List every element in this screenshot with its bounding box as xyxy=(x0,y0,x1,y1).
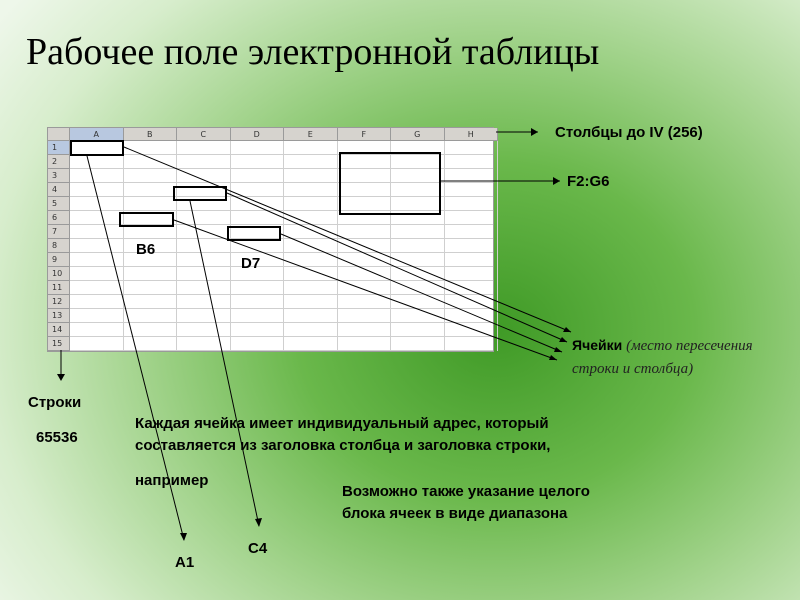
address-note-line2: составляется из заголовка столбца и заголовка строки, xyxy=(135,437,551,454)
column-header-h[interactable]: H xyxy=(445,128,499,141)
range-note-line1: Возможно также указание целого xyxy=(342,483,590,500)
column-header-c[interactable]: C xyxy=(177,128,231,141)
row-header-6[interactable]: 6 xyxy=(48,211,70,225)
slide-title: Рабочее поле электронной таблицы xyxy=(26,31,600,73)
column-header-f[interactable]: F xyxy=(338,128,392,141)
label-b6: B6 xyxy=(136,241,156,258)
columns-annotation: Столбцы до IV (256) xyxy=(555,124,703,141)
c4-label-arrowhead xyxy=(255,518,262,527)
cells-annotation-italic: (место пересечения строки и столбца) xyxy=(572,338,753,377)
row-header-5[interactable]: 5 xyxy=(48,197,70,211)
example-word: например xyxy=(135,472,209,489)
column-header-b[interactable]: B xyxy=(124,128,178,141)
row-header-3[interactable]: 3 xyxy=(48,169,70,183)
d7-cells-arrowhead xyxy=(554,347,562,352)
row-header-14[interactable]: 14 xyxy=(48,323,70,337)
c4-to-cells-line xyxy=(227,193,567,342)
a1-label-arrowhead xyxy=(180,533,187,541)
column-header-e[interactable]: E xyxy=(284,128,338,141)
a1-to-cells-line xyxy=(124,147,571,332)
row-header-11[interactable]: 11 xyxy=(48,281,70,295)
row-header-10[interactable]: 10 xyxy=(48,267,70,281)
address-note-line1: Каждая ячейка имеет индивидуальный адрес, который xyxy=(135,415,549,432)
cells-annotation-bold: Ячейки xyxy=(572,337,623,353)
label-c4: C4 xyxy=(248,540,268,557)
cells-annotation xyxy=(572,334,782,380)
rows-count: 65536 xyxy=(36,429,78,446)
range-annotation: F2:G6 xyxy=(567,173,610,190)
row-header-4[interactable]: 4 xyxy=(48,183,70,197)
rows-arrowhead xyxy=(57,374,65,381)
row-header-1[interactable]: 1 xyxy=(48,141,70,155)
row-header-15[interactable]: 15 xyxy=(48,337,70,351)
b6-cells-arrowhead xyxy=(549,355,557,360)
row-header-8[interactable]: 8 xyxy=(48,239,70,253)
row-header-12[interactable]: 12 xyxy=(48,295,70,309)
b6-to-cells-line xyxy=(174,220,557,360)
rows-annotation: Строки xyxy=(28,394,82,411)
label-d7: D7 xyxy=(241,255,261,272)
d7-to-cells-line xyxy=(281,234,562,352)
row-header-7[interactable]: 7 xyxy=(48,225,70,239)
range-note xyxy=(342,481,722,525)
column-header-d[interactable]: D xyxy=(231,128,285,141)
address-note xyxy=(135,413,735,457)
columns-arrowhead xyxy=(531,128,538,136)
range-note-line2: блока ячеек в виде диапазона xyxy=(342,505,568,522)
range-arrowhead xyxy=(553,177,560,185)
label-a1: A1 xyxy=(175,554,195,571)
column-header-g[interactable]: G xyxy=(391,128,445,141)
row-header-9[interactable]: 9 xyxy=(48,253,70,267)
column-header-a[interactable]: A xyxy=(70,128,124,141)
row-header-2[interactable]: 2 xyxy=(48,155,70,169)
row-header-13[interactable]: 13 xyxy=(48,309,70,323)
